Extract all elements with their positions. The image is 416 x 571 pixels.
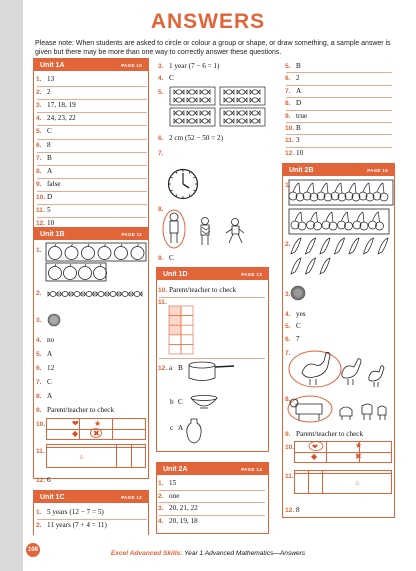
- unit-name: Unit 1A: [40, 61, 65, 69]
- q3: 3. 1 year (7 − 6 = 1): [158, 62, 220, 70]
- unit-page: PAGE 13: [241, 271, 262, 277]
- unit-1c-header: [34, 491, 148, 503]
- divider: [159, 515, 265, 516]
- lolly-icon: [98, 292, 104, 297]
- answer-item: 1. 15: [158, 479, 177, 487]
- divider: [159, 297, 265, 298]
- answer-item: 9. false: [36, 179, 61, 188]
- divider: [286, 110, 392, 111]
- q7: 7. C: [36, 378, 52, 386]
- answer-item: 12. 10: [36, 219, 55, 228]
- side-bar: [0, 0, 23, 571]
- q4: 4. C: [158, 74, 174, 82]
- svg-text:❤: ❤: [312, 443, 318, 451]
- divider: [37, 191, 147, 192]
- answer-item: 1. 13: [36, 75, 55, 83]
- svg-text:✖: ✖: [93, 429, 100, 438]
- q3-label: 3.: [285, 291, 291, 298]
- unit-2b-header: [283, 164, 394, 176]
- lolly-icon: [86, 292, 92, 297]
- q12-c: c: [170, 424, 174, 432]
- divider: [286, 147, 392, 148]
- q11-label: 11.: [36, 448, 45, 455]
- divider: [37, 519, 147, 520]
- q7-label: 7.: [285, 350, 291, 357]
- apple-icon: [131, 247, 144, 260]
- lollies-row: [46, 289, 146, 299]
- divider: [37, 165, 147, 166]
- answer-c: A: [178, 424, 184, 432]
- divider: [159, 490, 265, 491]
- cherries-grid: [289, 180, 393, 236]
- q3-label: 3.: [36, 317, 42, 324]
- answer-item: 10. B: [285, 124, 301, 132]
- divider: [37, 99, 147, 100]
- divider: [37, 86, 147, 87]
- apples-grid: [46, 243, 146, 281]
- answer-item: 12. 10: [285, 148, 304, 157]
- heart-circle-icon: [308, 441, 324, 451]
- answer-item: 11. 5: [36, 206, 51, 214]
- divider: [37, 112, 147, 113]
- cross-circle-icon: [90, 428, 102, 438]
- lolly-icon: [62, 292, 68, 297]
- apple-icon: [49, 247, 62, 260]
- apple-icon: [79, 267, 92, 280]
- diamond-icon: ◆: [72, 429, 79, 438]
- unit-page: PAGE 11: [121, 231, 142, 237]
- answer-item: 6. 2: [285, 74, 300, 83]
- q12: 12. 6: [36, 476, 51, 484]
- apple-icon: [64, 267, 77, 280]
- unit-page: PAGE 15: [367, 167, 388, 173]
- unit-page: PAGE 12: [121, 494, 142, 500]
- answer-item: 5. B: [285, 62, 301, 70]
- q8-label: 8.: [285, 396, 291, 403]
- note-text: Please note: When students are asked to circle or colour a group or shape, or draw something, a sample answer is given but there may be more than one way to correctly answer these questions.: [35, 40, 391, 56]
- unit-page: PAGE 14: [241, 466, 262, 472]
- q12-a: 12. a: [158, 364, 173, 372]
- triangle-mark: △: [47, 447, 117, 467]
- unit-1d-header: [157, 268, 268, 280]
- saucepan-icon: [186, 361, 236, 383]
- apple-icon: [65, 247, 78, 260]
- star-icon: ★: [94, 419, 102, 428]
- star-icon: ★: [355, 441, 363, 450]
- unit-1b-header: [34, 228, 148, 240]
- divider: [37, 204, 147, 205]
- answer-item: 3. 20, 21, 22: [158, 504, 198, 513]
- q6: 6. 2 cm (52 − 50 = 2): [158, 134, 224, 142]
- divider: [286, 85, 392, 86]
- q7-label: 7.: [158, 150, 164, 157]
- answer-item: 4. 20, 19, 18: [158, 516, 198, 525]
- q5: 5. C: [285, 322, 301, 330]
- unit-name: Unit 2B: [289, 166, 314, 174]
- answer-item: 2. one: [158, 491, 180, 500]
- q9: 9. Parent/teacher to check: [285, 430, 364, 438]
- q11-label: 11.: [158, 299, 167, 306]
- answer-item: 7. A: [285, 86, 302, 95]
- cross-icon: ✖: [355, 452, 362, 461]
- q6: 6. 12: [36, 364, 55, 372]
- geese-picture: [284, 347, 394, 391]
- answer-item: 8. D: [285, 99, 302, 108]
- unit-name: Unit 2A: [163, 465, 188, 473]
- apple-icon: [94, 267, 107, 280]
- divider: [37, 139, 147, 140]
- divider: [37, 152, 147, 153]
- lolly-icon: [134, 292, 140, 297]
- answer-item: 5. C: [36, 127, 52, 136]
- apple-icon: [49, 267, 62, 280]
- lolly-icon: [110, 292, 116, 297]
- q10-label: 10.: [36, 421, 46, 428]
- answer-item: 2. 11 years (7 + 4 = 11): [36, 521, 107, 529]
- divider: [159, 358, 265, 359]
- q6: 6. 7: [285, 335, 300, 343]
- lolly-groups: [170, 87, 270, 127]
- q10: 10. Parent/teacher to check: [158, 286, 237, 294]
- grid-model: [168, 305, 198, 355]
- unit-page: PAGE 10: [121, 62, 142, 68]
- answer-b: C: [178, 398, 183, 406]
- lolly-icon: [74, 292, 80, 297]
- q5-label: 5.: [158, 89, 164, 96]
- footer-brand: Excel Advanced Skills:: [110, 550, 183, 557]
- q1-label: 1.: [36, 247, 42, 254]
- divider: [37, 125, 147, 126]
- diamond-icon: ◆: [311, 452, 318, 461]
- divider: [159, 502, 265, 503]
- answer-item: 2. 2: [36, 88, 51, 97]
- q2-label: 2.: [285, 241, 291, 248]
- position-table: [46, 444, 146, 468]
- unit-name: Unit 1D: [163, 270, 188, 278]
- footer: [0, 550, 416, 557]
- answer-item: 7. B: [36, 153, 52, 162]
- q10-label: 10.: [285, 444, 295, 451]
- divider: [286, 97, 392, 98]
- answer-a: B: [178, 364, 183, 372]
- heart-icon: ❤: [72, 419, 79, 428]
- answer-item: 10. D: [36, 192, 53, 201]
- divider: [37, 178, 147, 179]
- q5: 5. A: [36, 350, 53, 358]
- answer-item: 6. 8: [36, 140, 51, 149]
- bowl-icon: [189, 395, 219, 409]
- bananas-grid: [289, 236, 393, 278]
- children-figures: [160, 207, 255, 249]
- answer-item: 4. 24, 23, 22: [36, 114, 76, 123]
- q8-label: 8.: [158, 206, 164, 213]
- answer-item: 3. 17, 18, 19: [36, 101, 76, 110]
- q4: 4. yes: [285, 310, 306, 318]
- divider: [37, 217, 147, 218]
- q8: 8. A: [36, 392, 53, 400]
- apple-icon: [115, 247, 128, 260]
- unit-1a-header: [34, 59, 148, 71]
- q9: 9. Parent/teacher to check: [36, 406, 115, 414]
- apple-icon: [98, 247, 111, 260]
- answer-item: 1. 5 years (12 − 7 = 5): [36, 508, 104, 516]
- q2-label: 2.: [36, 290, 42, 297]
- triangle-mark: △: [323, 473, 392, 493]
- answer-item: 9. true: [285, 111, 308, 120]
- answer-item: 8. A: [36, 166, 53, 175]
- q1-label: 1.: [285, 182, 291, 189]
- divider: [286, 72, 392, 73]
- unit-2a-header: [157, 463, 268, 475]
- divider: [286, 122, 392, 123]
- animals-picture: [284, 392, 394, 426]
- footer-title: Year 1 Advanced Mathematics—Answers: [182, 550, 306, 557]
- q12: 12. 8: [285, 506, 300, 514]
- answer-item: 11. 3: [285, 136, 300, 145]
- q11-label: 11.: [285, 473, 294, 480]
- divider: [286, 134, 392, 135]
- q4: 4. no: [36, 336, 55, 344]
- position-table: [294, 470, 392, 494]
- coin-icon: [47, 313, 61, 327]
- page-number: 108: [26, 543, 40, 557]
- unit-name: Unit 1C: [40, 493, 65, 501]
- lolly-icon: [122, 292, 128, 297]
- vase-icon: [186, 418, 202, 444]
- apple-icon: [82, 247, 95, 260]
- page-title: ANSWERS: [150, 10, 266, 33]
- coin-icon: [290, 285, 306, 301]
- unit-name: Unit 1B: [40, 230, 65, 238]
- q9: 9. C: [158, 254, 174, 262]
- lolly-icon: [50, 292, 56, 297]
- q12-b: b: [170, 398, 174, 406]
- clock-icon: [167, 168, 199, 200]
